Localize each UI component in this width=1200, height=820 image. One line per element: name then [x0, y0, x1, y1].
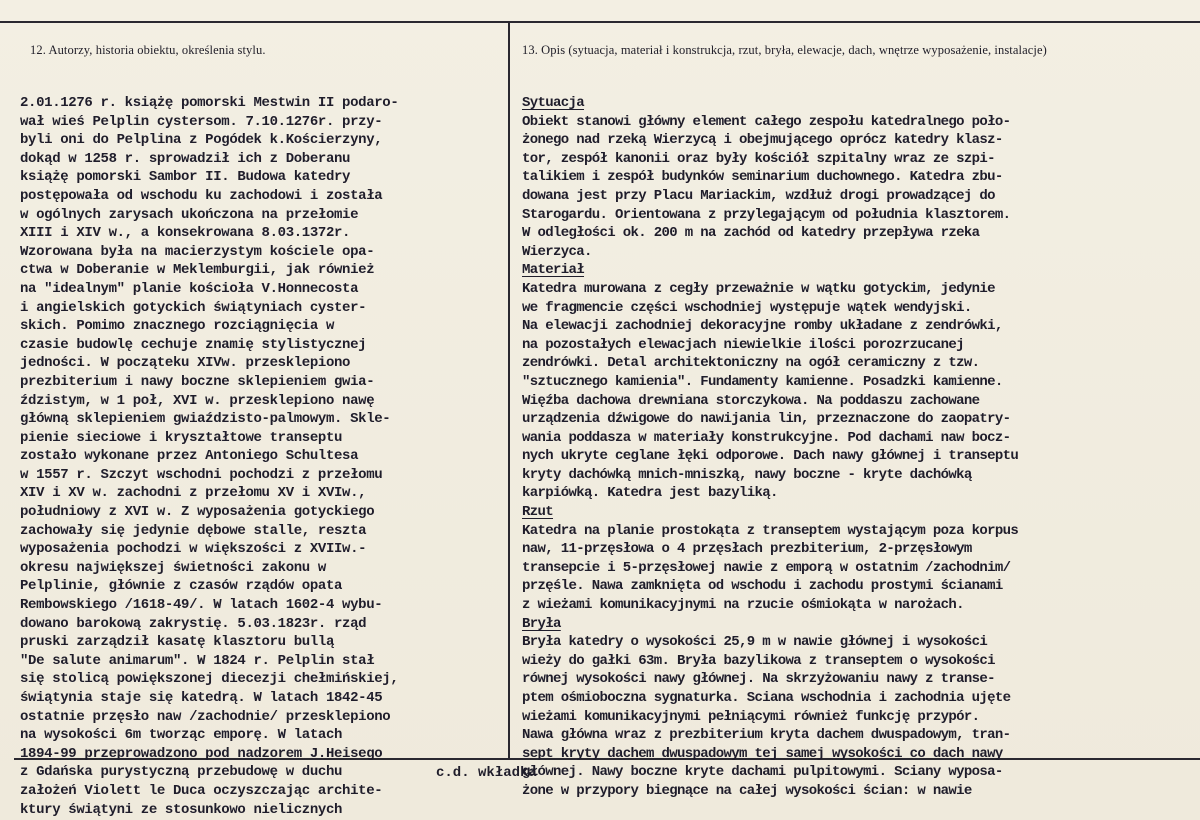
history-line: XIII i XIV w., a konsekrowana 8.03.1372r.: [20, 225, 351, 242]
description-line: Więźba dachowa drewniana storczykowa. Na poddaszu zachowane: [522, 392, 980, 409]
description-line: "sztucznego kamienia". Fundamenty kamienne. Posadzki kamienne.: [522, 373, 1003, 390]
history-line: czasie budowlę cechuje znamię stylistycznej: [20, 336, 367, 353]
history-line: na "idealnym" planie kościoła V.Honnecosta: [20, 280, 359, 297]
description-line: Katedra na planie prostokąta z transeptem wystającym poza korpus: [522, 522, 1019, 539]
left-column-header: 12. Autorzy, historia obiektu, określenia stylu.: [30, 43, 266, 57]
description-line: głównej. Nawy boczne kryte dachami pulpitowymi. Sciany wyposa-: [522, 764, 1003, 781]
description-line: dowana jest przy Placu Mariackim, wzdłuż drogi prowadzącej do: [522, 187, 995, 204]
history-line: postępowała od wschodu ku zachodowi i została: [20, 187, 383, 204]
top-rule: [0, 21, 1200, 23]
description-line: żonego nad rzeką Wierzycą i obejmującego oprócz katedry klasz-: [522, 132, 1003, 149]
history-line: dokąd w 1258 r. sprowadził ich z Doberanu: [20, 150, 351, 167]
description-line: Nawa główna wraz z prezbiterium kryta dachem dwuspadowym, tran-: [522, 727, 1011, 744]
history-line: ździstym, w 1 poł, XVI w. przesklepiono nawę: [20, 392, 375, 409]
description-line: we fragmencie części wschodniej występuje wątek wendyjski.: [522, 299, 972, 316]
history-line: zachowały się jedynie dębowe stalle, reszta: [20, 522, 367, 539]
history-line: i angielskich gotyckich świątyniach cyster-: [20, 299, 367, 316]
description-line: żone w przypory biegnące na całej wysokości ścian: w nawie: [522, 782, 972, 799]
history-line: "De salute animarum". W 1824 r. Pelplin stał: [20, 652, 375, 669]
history-line: byli oni do Pelplina z Pogódek k.Kościerzyny,: [20, 132, 383, 149]
history-line: dowano barokową zakrystię. 5.03.1823r. rząd: [20, 615, 367, 632]
description-line: transepcie i 5-przęsłowej nawie z emporą w ostatnim /zachodnim/: [522, 559, 1011, 576]
description-line: W odległości ok. 200 m na zachód od katedry przepływa rzeka: [522, 225, 980, 242]
history-line: w 1557 r. Szczyt wschodni pochodzi z przełomu: [20, 466, 383, 483]
continuation-note: c.d. wkładka: [436, 765, 537, 781]
description-line: wieżami komunikacyjnymi pełniącymi również funkcję przypór.: [522, 708, 980, 725]
right-column-header: 13. Opis (sytuacja, materiał i konstrukcja, rzut, bryła, elewacje, dach, wnętrze wyposażenie, instalacje): [522, 43, 1047, 57]
history-line: jedności. W począteku XIVw. przesklepiono: [20, 355, 351, 372]
history-line: ktury świątyni ze stosunkowo nielicznych: [20, 801, 343, 818]
history-line: świątynia staje się katedrą. W latach 1842-45: [20, 690, 383, 706]
history-line: książę pomorski Sambor II. Budowa katedry: [20, 169, 351, 186]
section-heading: Materiał: [522, 262, 585, 279]
description-line: z wieżami komunikacyjnymi na rzucie ośmiokąta w narożach.: [522, 597, 964, 614]
history-line: skich. Pomimo znacznego rozciągnięcia w: [20, 318, 335, 335]
description-line: przęśle. Nawa zamknięta od wschodu i zachodu prostymi ścianami: [522, 578, 1003, 595]
description-text-column: [522, 94, 1198, 801]
history-line: Rembowskiego /1618-49/. W latach 1602-4 wybu-: [20, 597, 383, 614]
description-line: sept kryty dachem dwuspadowym tej samej wysokości co dach nawy: [522, 745, 1003, 762]
history-line: Pelplinie, głównie z czasów rządów opata: [20, 578, 343, 595]
description-line: Wierzyca.: [522, 243, 592, 260]
history-line: główną sklepieniem gwiaździsto-palmowym. Skle-: [20, 411, 391, 428]
section-heading: Rzut: [522, 504, 554, 521]
history-text-column: [20, 94, 508, 819]
history-line: z Gdańska purystyczną przebudowę w duchu: [20, 764, 343, 781]
description-line: Bryła katedry o wysokości 25,9 m w nawie głównej i wysokości: [522, 634, 988, 651]
description-line: zendrówki. Detal architektoniczny na ogół ceramiczny z tzw.: [522, 355, 980, 372]
history-line: okresu największej świetności zakonu w: [20, 559, 326, 576]
history-line: ctwa w Doberanie w Meklemburgii, jak również: [20, 262, 375, 279]
description-line: Starogardu. Orientowana z przylegającym od południa klasztorem.: [522, 206, 1011, 223]
description-line: talikiem i zespół budynków seminarium duchownego. Katedra zbu-: [522, 169, 1003, 186]
description-line: Na elewacji zachodniej dekoracyjne romby układane z zendrówki,: [522, 318, 1003, 335]
description-line: tor, zespół kanonii oraz były kościół szpitalny wraz ze szpi-: [522, 150, 995, 167]
description-line: kryty dachówką mnich-mniszką, nawy boczne - kryte dachówką: [522, 466, 972, 483]
history-line: 2.01.1276 r. książę pomorski Mestwin II podaro-: [20, 95, 399, 111]
section-heading: Bryła: [522, 615, 561, 632]
history-line: się stolicą powiększonej diecezji chełmińskiej,: [20, 671, 399, 688]
history-line: na wysokości 6m tworząc emporę. W latach: [20, 727, 343, 744]
description-line: urządzenia dźwigowe do nawijania lin, przeznaczone do zaopatry-: [522, 411, 1011, 428]
description-line: równej wysokości nawy głównej. Na skrzyżowaniu nawy z transe-: [522, 671, 995, 688]
description-line: Katedra murowana z cegły przeważnie w wątku gotyckim, jedynie: [522, 280, 995, 297]
history-line: Wzorowana była na macierzystym kościele opa-: [20, 243, 375, 260]
history-line: wyposażenia pochodzi w większości z XVIIw.-: [20, 541, 367, 558]
column-divider: [508, 21, 510, 759]
description-line: naw, 11-przęsłowa o 4 przęsłach prezbiterium, 2-przęsłowym: [522, 541, 972, 558]
history-line: południowy z XVI w. Z wyposażenia gotyckiego: [20, 504, 375, 521]
description-line: karpiówką. Katedra jest bazyliką.: [522, 485, 778, 502]
description-line: ptem ośmioboczna sygnaturka. Sciana wschodnia i zachodnia ujęte: [522, 690, 1011, 706]
history-line: założeń Violett le Duca oczyszczając archite-: [20, 782, 383, 799]
history-line: XIV i XV w. zachodni z przełomu XV i XVIw.,: [20, 485, 367, 502]
section-heading: Sytuacja: [522, 95, 585, 111]
description-line: nych ukryte ceglane łęki odporowe. Dach nawy głównej i transeptu: [522, 448, 1019, 465]
history-line: pruski zarządził kasatę klasztoru bullą: [20, 634, 335, 651]
description-line: wania poddasza w materiały konstrukcyjne. Pod dachami naw bocz-: [522, 429, 1011, 446]
history-line: prezbiterium i nawy boczne sklepieniem gwia-: [20, 373, 375, 390]
history-line: pienie sieciowe i kryształtowe transeptu: [20, 429, 343, 446]
history-line: zostało wykonane przez Antoniego Schultesa: [20, 448, 359, 465]
history-line: 1894-99 przeprowadzono pod nadzorem J.Heisego: [20, 745, 383, 762]
history-line: wał wieś Pelplin cystersom. 7.10.1276r. przy-: [20, 113, 383, 130]
history-line: ostatnie przęsło naw /zachodnie/ przesklepiono: [20, 708, 391, 725]
history-line: w ogólnych zarysach ukończona na przełomie: [20, 206, 359, 223]
description-line: wieży do gałki 63m. Bryła bazylikowa z transeptem o wysokości: [522, 652, 995, 669]
description-line: na pozostałych elewacjach niewielkie ilości porozrzucanej: [522, 336, 964, 353]
description-line: Obiekt stanowi główny element całego zespołu katedralnego poło-: [522, 113, 1011, 130]
